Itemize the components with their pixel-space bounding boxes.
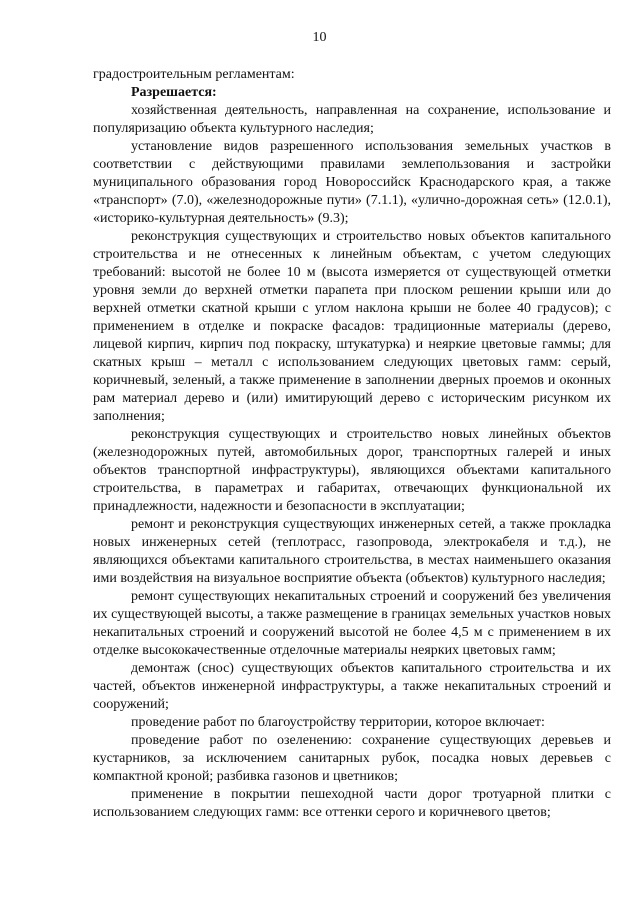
- paragraph: проведение работ по благоустройству территории, которое включает:: [131, 715, 545, 730]
- document-body: [93, 66, 611, 822]
- paragraph-intro: градостроительным регламентам:: [93, 67, 295, 82]
- section-heading-permitted: Разрешается:: [131, 85, 217, 100]
- page-number: 10: [312, 30, 327, 45]
- paragraph: реконструкция существующих и строительство новых объектов капитального строительства и не отнесенных к линейным объектам, с учетом следующих требований: высотой не более 10 м (высота измеряется от существующей отметки уровня земли до верхней отметки парапета при плоском решении крыши или до верхней отметки скатной крыши с углом наклона крыши не более 40 градусов); с применением в отделке и покраске фасадов: традиционные материалы (дерево, лицевой кирпич, кирпич под покраску, штукатурка) и неяркие цветовые гаммы; для скатных крыш – металл с использованием следующих цветовых гамм: серый, коричневый, зеленый, а также применение в заполнении дверных проемов и оконных рам материал дерево и (или) имитирующий дерево с историческим рисунком их заполнения;: [93, 229, 611, 424]
- paragraph: проведение работ по озеленению: сохранение существующих деревьев и кустарников, за исключением санитарных рубок, посадка новых деревьев с компактной кроной; разбивка газонов и цветников;: [93, 733, 611, 784]
- paragraph: ремонт и реконструкция существующих инженерных сетей, а также прокладка новых инженерных сетей (теплотрасс, газопровода, электрокабеля и т.д.), не являющихся объектами капитального строительства, в местах наименьшего оказания ими воздействия на визуальное восприятие объекта (объектов) культурного наследия;: [93, 517, 611, 586]
- paragraph: реконструкция существующих и строительство новых линейных объектов (железнодорожных путей, автомобильных дорог, транспортных галерей и иных объектов транспортной инфраструктуры), являющихся объектами капитального строительства, в параметрах и габаритах, отвечающих функциональной их принадлежности, надежности и безопасности в эксплуатации;: [93, 427, 611, 514]
- paragraph: ремонт существующих некапитальных строений и сооружений без увеличения их существующей высоты, а также размещение в границах земельных участков новых некапитальных строений и сооружений высотой не более 4,5 м с применением в их отделке высококачественные отделочные материалы неярких цветовых гамм;: [93, 589, 611, 658]
- paragraph: хозяйственная деятельность, направленная на сохранение, использование и популяризацию объекта культурного наследия;: [93, 103, 611, 136]
- paragraph: установление видов разрешенного использования земельных участков в соответствии с действующими правилами землепользования и застройки муниципального образования город Новороссийск Краснодарского края, а также «транспорт» (7.0), «железнодорожные пути» (7.1.1), «улично-дорожная сеть» (12.0.1), «историко-культурная деятельность» (9.3);: [93, 139, 611, 226]
- paragraph: применение в покрытии пешеходной части дорог тротуарной плитки с использованием следующих гамм: все оттенки серого и коричневого цветов;: [93, 787, 611, 820]
- paragraph: демонтаж (снос) существующих объектов капитального строительства и их частей, объектов инженерной инфраструктуры, а также некапитальных строений и сооружений;: [93, 661, 611, 712]
